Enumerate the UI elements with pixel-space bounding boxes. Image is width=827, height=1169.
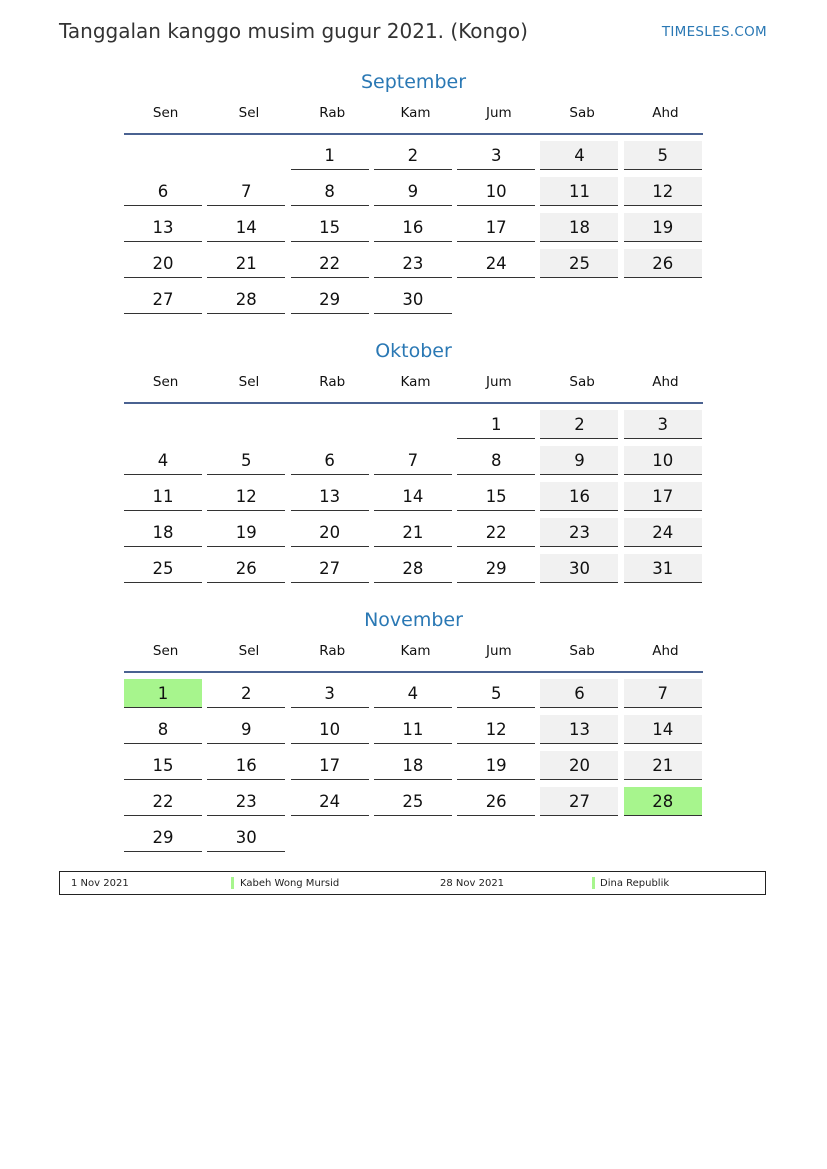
day-cell: 10: [291, 715, 369, 744]
day-cell: 13: [291, 482, 369, 511]
weekday-label: Sen: [152, 374, 179, 390]
weekday-label: Sen: [152, 643, 179, 659]
day-cell: 18: [124, 518, 202, 547]
day-cell: 15: [457, 482, 535, 511]
day-cell: 7: [207, 177, 285, 206]
weekday-label: Kam: [400, 643, 431, 659]
weekday-label: Jum: [485, 105, 512, 121]
weekday-label: Sen: [152, 105, 179, 121]
day-cell: 25: [124, 554, 202, 583]
day-cell: 8: [291, 177, 369, 206]
weekday-label: Ahd: [652, 374, 679, 390]
day-cell: 5: [457, 679, 535, 708]
day-cell: 23: [207, 787, 285, 816]
day-cell: 1: [124, 679, 202, 708]
weekday-label: Jum: [485, 374, 512, 390]
day-cell: 27: [291, 554, 369, 583]
week-row: [124, 207, 703, 243]
day-cell: 20: [291, 518, 369, 547]
day-cell: 30: [207, 823, 285, 852]
month-november: [124, 607, 703, 853]
day-cell: 10: [457, 177, 535, 206]
day-cell: 26: [207, 554, 285, 583]
legend-date-1: 1 Nov 2021: [71, 878, 129, 889]
week-row: [124, 512, 703, 548]
weekday-header: [124, 99, 703, 135]
day-cell: 9: [540, 446, 618, 475]
day-cell: 19: [457, 751, 535, 780]
empty-cell: [291, 410, 369, 439]
day-cell: 2: [374, 141, 452, 170]
weekday-label: Rab: [319, 374, 346, 390]
weekday-header: [124, 637, 703, 673]
empty-cell: [457, 285, 535, 314]
day-cell: 31: [624, 554, 702, 583]
weekday-label: Sab: [569, 105, 595, 121]
day-cell: 21: [207, 249, 285, 278]
weekday-label: Kam: [400, 374, 431, 390]
day-cell: 18: [540, 213, 618, 242]
empty-cell: [457, 823, 535, 852]
day-cell: 15: [291, 213, 369, 242]
page-title: Tanggalan kanggo musim gugur 2021. (Kongo): [59, 19, 528, 43]
empty-cell: [540, 285, 618, 314]
day-cell: 29: [124, 823, 202, 852]
day-cell: 22: [291, 249, 369, 278]
day-cell: 6: [540, 679, 618, 708]
empty-cell: [207, 141, 285, 170]
day-cell: 2: [207, 679, 285, 708]
day-cell: 4: [540, 141, 618, 170]
weekday-label: Kam: [400, 105, 431, 121]
day-cell: 3: [624, 410, 702, 439]
day-cell: 23: [374, 249, 452, 278]
weekday-label: Sel: [238, 643, 260, 659]
empty-cell: [124, 141, 202, 170]
holiday-legend: [59, 871, 766, 895]
day-cell: 1: [457, 410, 535, 439]
week-row: [124, 135, 703, 171]
legend-swatch-1: [231, 877, 234, 889]
day-cell: 19: [207, 518, 285, 547]
day-cell: 11: [124, 482, 202, 511]
day-cell: 18: [374, 751, 452, 780]
day-cell: 15: [124, 751, 202, 780]
legend-swatch-2: [592, 877, 595, 889]
day-cell: 2: [540, 410, 618, 439]
day-cell: 30: [540, 554, 618, 583]
day-cell: 28: [207, 285, 285, 314]
day-cell: 14: [374, 482, 452, 511]
week-row: [124, 548, 703, 584]
week-row: [124, 781, 703, 817]
month-name: Oktober: [375, 340, 452, 362]
day-cell: 12: [207, 482, 285, 511]
day-cell: 11: [374, 715, 452, 744]
weekday-label: Ahd: [652, 643, 679, 659]
day-cell: 16: [207, 751, 285, 780]
week-row: [124, 171, 703, 207]
empty-cell: [374, 410, 452, 439]
day-cell: 8: [457, 446, 535, 475]
legend-date-2: 28 Nov 2021: [440, 878, 505, 889]
weekday-label: Sab: [569, 643, 595, 659]
week-row: [124, 817, 703, 853]
day-cell: 14: [624, 715, 702, 744]
day-cell: 29: [291, 285, 369, 314]
weekday-header: [124, 368, 703, 404]
day-cell: 8: [124, 715, 202, 744]
brand-link[interactable]: TIMESLES.COM: [661, 24, 767, 40]
day-cell: 12: [624, 177, 702, 206]
week-row: [124, 440, 703, 476]
day-cell: 14: [207, 213, 285, 242]
day-cell: 29: [457, 554, 535, 583]
week-row: [124, 745, 703, 781]
empty-cell: [124, 410, 202, 439]
day-cell: 20: [124, 249, 202, 278]
day-cell: 3: [291, 679, 369, 708]
day-cell: 22: [124, 787, 202, 816]
day-cell: 4: [374, 679, 452, 708]
empty-cell: [291, 823, 369, 852]
day-cell: 28: [624, 787, 702, 816]
day-cell: 16: [540, 482, 618, 511]
day-cell: 7: [624, 679, 702, 708]
day-cell: 9: [207, 715, 285, 744]
day-cell: 21: [374, 518, 452, 547]
week-row: [124, 243, 703, 279]
month-september: [124, 69, 703, 315]
weekday-label: Ahd: [652, 105, 679, 121]
day-cell: 5: [624, 141, 702, 170]
weekday-label: Sab: [569, 374, 595, 390]
day-cell: 10: [624, 446, 702, 475]
day-cell: 7: [374, 446, 452, 475]
day-cell: 27: [124, 285, 202, 314]
day-cell: 26: [457, 787, 535, 816]
day-cell: 23: [540, 518, 618, 547]
month-oktober: [124, 338, 703, 584]
day-cell: 19: [624, 213, 702, 242]
day-cell: 26: [624, 249, 702, 278]
day-cell: 9: [374, 177, 452, 206]
weekday-label: Jum: [485, 643, 512, 659]
day-cell: 24: [291, 787, 369, 816]
day-cell: 17: [291, 751, 369, 780]
empty-cell: [624, 823, 702, 852]
day-cell: 30: [374, 285, 452, 314]
day-cell: 21: [624, 751, 702, 780]
weekday-label: Rab: [319, 643, 346, 659]
day-cell: 13: [124, 213, 202, 242]
empty-cell: [624, 285, 702, 314]
day-cell: 4: [124, 446, 202, 475]
day-cell: 28: [374, 554, 452, 583]
day-cell: 22: [457, 518, 535, 547]
week-row: [124, 476, 703, 512]
day-cell: 1: [291, 141, 369, 170]
day-cell: 16: [374, 213, 452, 242]
month-name: September: [360, 71, 467, 93]
week-row: [124, 673, 703, 709]
day-cell: 17: [624, 482, 702, 511]
day-cell: 27: [540, 787, 618, 816]
weekday-label: Sel: [238, 105, 260, 121]
day-cell: 24: [457, 249, 535, 278]
day-cell: 6: [291, 446, 369, 475]
week-row: [124, 404, 703, 440]
empty-cell: [374, 823, 452, 852]
empty-cell: [540, 823, 618, 852]
day-cell: 20: [540, 751, 618, 780]
legend-name-1: Kabeh Wong Mursid: [240, 878, 340, 889]
day-cell: 5: [207, 446, 285, 475]
legend-name-2: Dina Republik: [600, 878, 670, 889]
day-cell: 3: [457, 141, 535, 170]
week-row: [124, 279, 703, 315]
month-name: November: [364, 609, 463, 631]
day-cell: 25: [374, 787, 452, 816]
day-cell: 11: [540, 177, 618, 206]
day-cell: 6: [124, 177, 202, 206]
day-cell: 25: [540, 249, 618, 278]
day-cell: 12: [457, 715, 535, 744]
day-cell: 17: [457, 213, 535, 242]
weekday-label: Sel: [238, 374, 260, 390]
week-row: [124, 709, 703, 745]
day-cell: 13: [540, 715, 618, 744]
weekday-label: Rab: [319, 105, 346, 121]
day-cell: 24: [624, 518, 702, 547]
empty-cell: [207, 410, 285, 439]
